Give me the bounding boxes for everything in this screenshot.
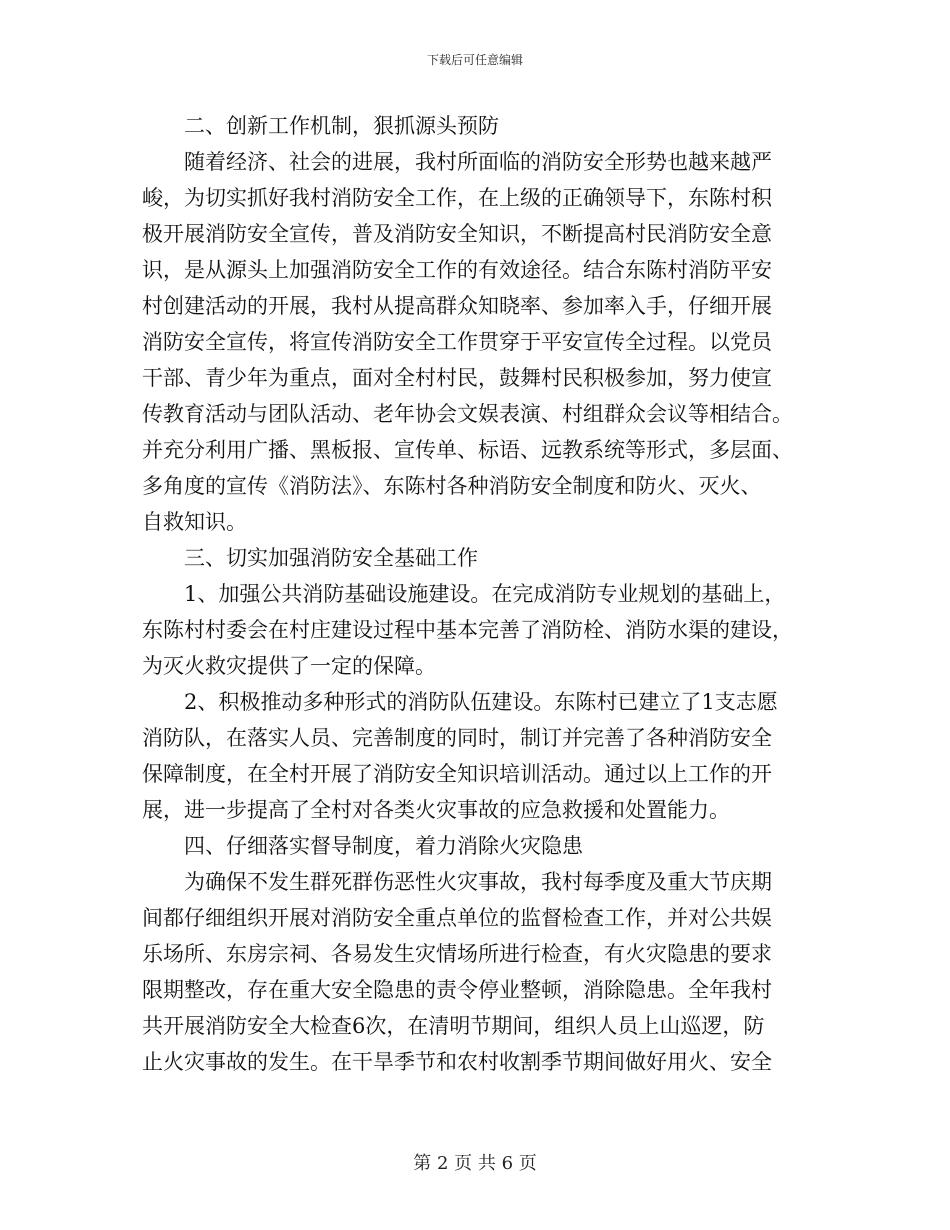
paragraph-line: 限期整改，存在重大安全隐患的责令停业整顿，消除隐患。全年我村 [142,978,772,1002]
paragraph-line: 极开展消防安全宣传，普及消防安全知识，不断提高村民消防安全意 [142,222,772,246]
paragraph-line: 1、加强公共消防基础设施建设。在完成消防专业规划的基础上， [184,582,786,606]
page-number-footer: 第 2 页 共 6 页 [413,1153,537,1174]
paragraph-line: 乐场所、东房宗祠、各易发生灾情场所进行检查，有火灾隐患的要求 [142,942,772,966]
paragraph-line: 峻，为切实抓好我村消防安全工作，在上级的正确领导下，东陈村积 [142,186,772,210]
paragraph-line: 消防安全宣传，将宣传消防安全工作贯穿于平安宣传全过程。以党员 [142,330,772,354]
paragraph-line: 识，是从源头上加强消防安全工作的有效途径。结合东陈村消防平安 [142,258,772,282]
paragraph-line: 并充分利用广播、黑板报、宣传单、标语、远教系统等形式，多层面、 [142,438,793,462]
paragraph-line: 消防队，在落实人员、完善制度的同时，制订并完善了各种消防安全 [142,726,772,750]
paragraph-line: 为灭火救灾提供了一定的保障。 [142,654,436,678]
paragraph-line: 2、积极推动多种形式的消防队伍建设。东陈村已建立了1支志愿 [184,690,778,714]
paragraph-line: 随着经济、社会的进展，我村所面临的消防安全形势也越来越严 [184,150,772,174]
paragraph-line: 村创建活动的开展，我村从提高群众知晓率、参加率入手，仔细开展 [142,294,772,318]
paragraph-line: 东陈村村委会在村庄建设过程中基本完善了消防栓、消防水渠的建设， [142,618,793,642]
paragraph-line: 保障制度，在全村开展了消防安全知识培训活动。通过以上工作的开 [142,762,772,786]
paragraph-line: 共开展消防安全大检查6次，在清明节期间，组织人员上山巡逻，防 [142,1014,765,1038]
page-header-note: 下载后可任意编辑 [426,53,523,67]
section-heading: 二、创新工作机制，狠抓源头预防 [184,114,499,138]
paragraph-line: 多角度的宣传《消防法》、东陈村各种消防安全制度和防火、灭火、 [142,474,762,498]
document-body [142,108,810,1080]
paragraph-line: 间都仔细组织开展对消防安全重点单位的监督检查工作，并对公共娱 [142,906,772,930]
paragraph-line: 为确保不发生群死群伤恶性火灾事故，我村每季度及重大节庆期 [184,870,772,894]
paragraph-line: 展，进一步提高了全村对各类火灾事故的应急救援和处置能力。 [142,798,730,822]
paragraph-line: 干部、青少年为重点，面对全村村民，鼓舞村民积极参加，努力使宣 [142,366,772,390]
section-heading: 三、切实加强消防安全基础工作 [184,546,478,570]
paragraph-line: 传教育活动与团队活动、老年协会文娱表演、村组群众会议等相结合。 [142,402,793,426]
section-heading: 四、仔细落实督导制度，着力消除火灾隐患 [184,834,583,858]
paragraph-line: 止火灾事故的发生。在干旱季节和农村收割季节期间做好用火、安全 [142,1050,772,1074]
paragraph-line: 自救知识。 [142,510,247,534]
